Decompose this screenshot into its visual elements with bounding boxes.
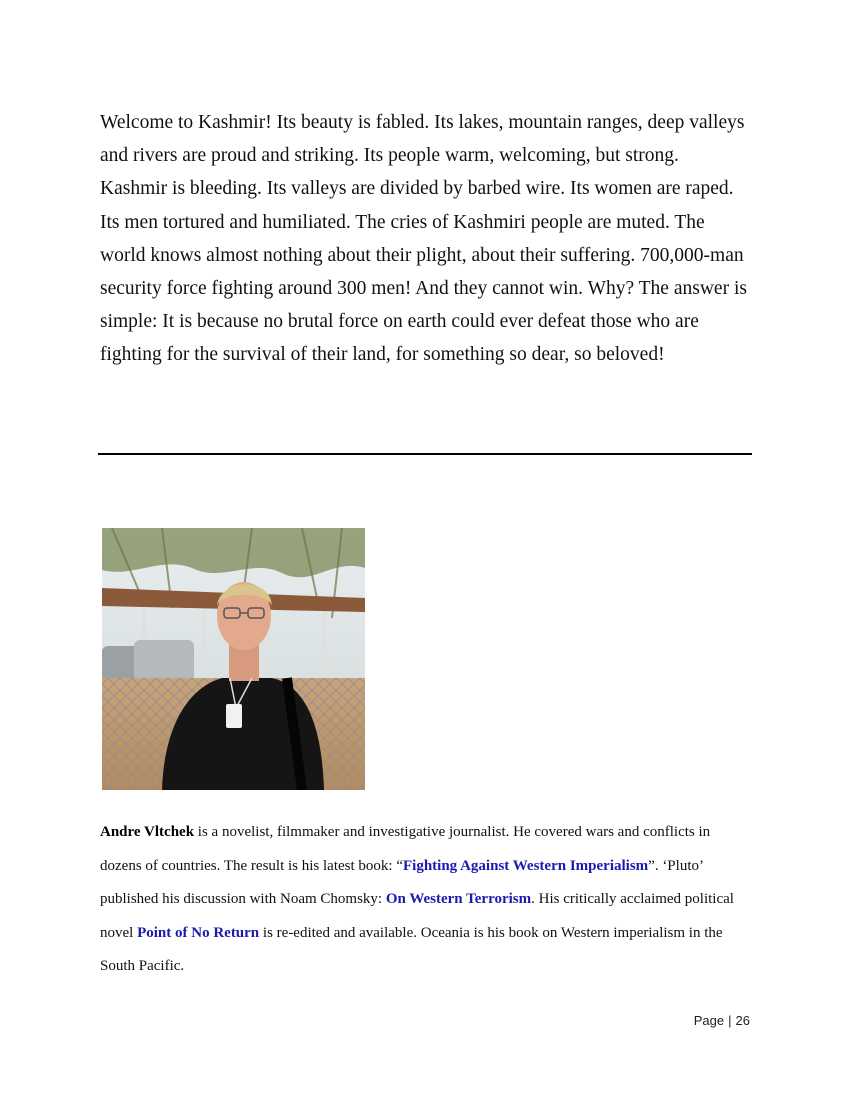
bio-text-3: . His critically acclaimed political novel <box>100 891 734 941</box>
bio-text-1: is a novelist, filmmaker and investigative journalist. He covered wars and conflicts in dozens of countries. The result is his latest book: “ <box>100 824 711 874</box>
main-paragraph: Welcome to Kashmir! Its beauty is fabled. Its lakes, mountain ranges, deep valleys and rivers are proud and striking. Its people warm, welcoming, but strong. Kashmir is bleeding. Its valleys are divided by barbed wire. Its women are raped. Its men tortured and humiliated. The cries of Kashmiri people are muted. The world knows almost nothing about their plight, about their suffering. 700,000-man security force fighting around 300 men! And they cannot win. Why? The answer is simple: It is because no brutal force on earth could ever defeat those who are fighting for the survival of their land, for something so dear, so beloved! <box>100 112 747 366</box>
bio-text-2: ”. ‘Pluto’ published his discussion with Noam Chomsky: <box>100 857 703 908</box>
bio-text-4: is re-edited and available. Oceania is his book on Western imperialism in the South Pacific. <box>100 924 723 975</box>
page-label: Page <box>693 1013 725 1028</box>
page-number-footer <box>694 1013 750 1028</box>
author-photo <box>102 528 365 790</box>
author-name: Andre Vltchek <box>100 824 195 840</box>
page-number: 26 <box>735 1013 750 1028</box>
section-divider <box>98 453 752 455</box>
book-link-point-of-no-return[interactable]: Point of No Return <box>137 924 260 941</box>
author-bio <box>100 816 740 984</box>
book-link-fighting-against-western-imperialism[interactable]: Fighting Against Western Imperialism <box>403 857 649 874</box>
page-separator: | <box>728 1013 732 1028</box>
book-link-on-western-terrorism[interactable]: On Western Terrorism <box>385 891 532 908</box>
